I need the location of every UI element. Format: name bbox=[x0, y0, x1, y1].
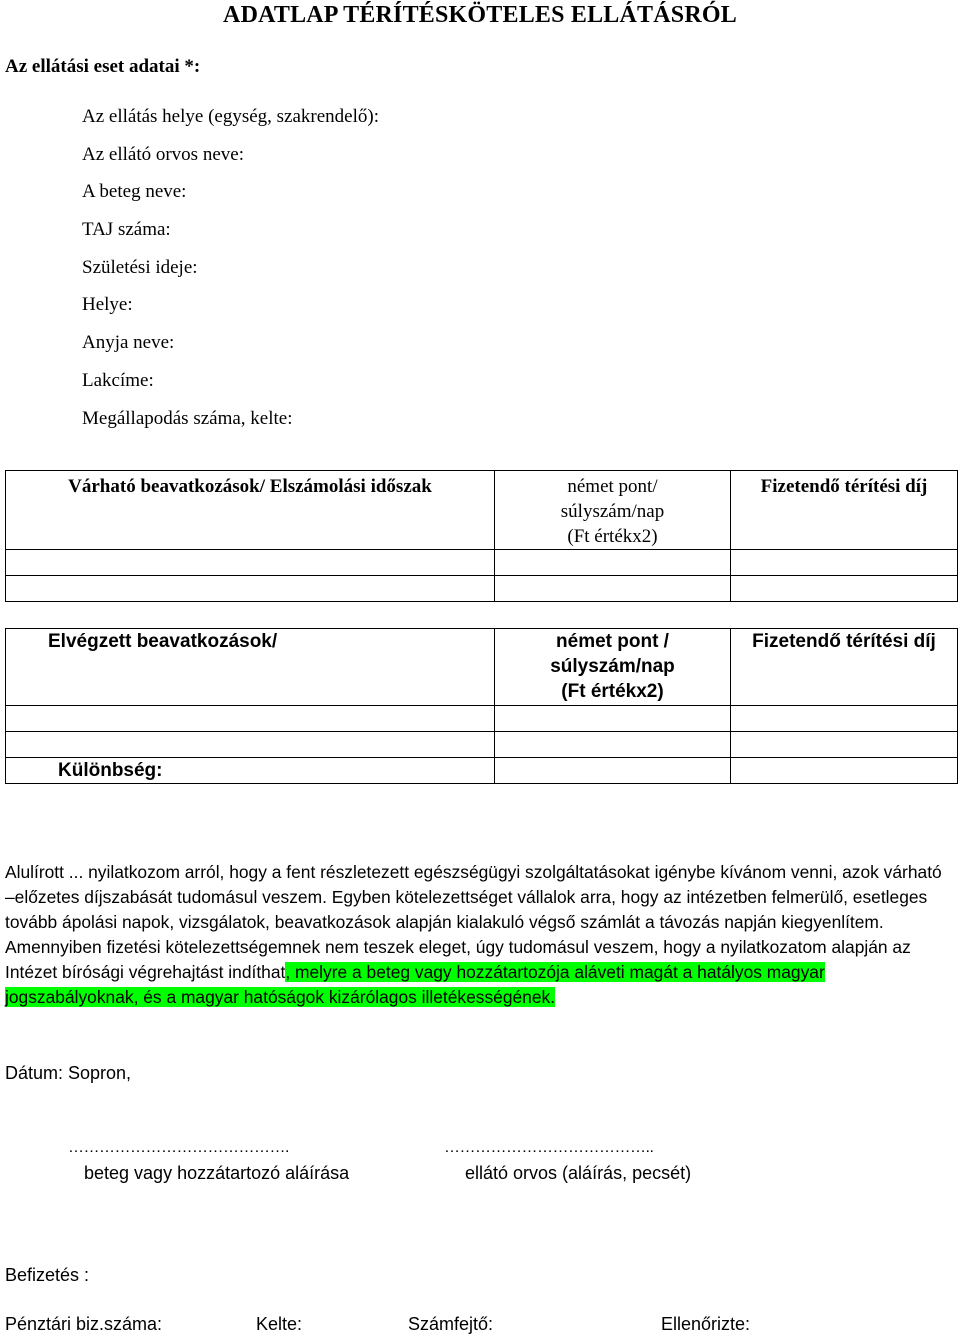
expected-procedures-table bbox=[5, 470, 958, 602]
table-cell[interactable] bbox=[731, 758, 958, 784]
german-point-header: német pont/ súlyszám/nap (Ft értékx2) bbox=[495, 471, 731, 550]
page-title: ADATLAP TÉRÍTÉSKÖTELES ELLÁTÁSRÓL bbox=[223, 2, 737, 28]
expected-procedures-header: Várható beavatkozások/ Elszámolási időszak bbox=[6, 471, 495, 550]
statement-text: Alulírott ... nyilatkozom arról, hogy a fent részletezett egészségügyi szolgáltatásokat igénybe kívánom venni, azok várható –előzetes díjszabását tudomásul veszem. Egyben kötelezettséget vállalok arra, hogy az intézetben felmerülő, esetleges tovább ápolási napok, vizsgálatok, beavatkozások alapján kialakuló végső számlát a távozás napján kiegyenlítem. Amennyiben fizetési kötelezettségemnek nem teszek eleget, úgy tudomásul veszem, hogy a nyilatkozatom alapján az Intézet bírósági végrehajtást indíthat bbox=[5, 862, 942, 982]
table-cell[interactable] bbox=[495, 576, 731, 602]
accountant-label: Számfejtő: bbox=[408, 1314, 494, 1334]
table-cell[interactable] bbox=[495, 732, 731, 758]
patient-signature-label: beteg vagy hozzátartozó aláírása bbox=[84, 1163, 350, 1183]
table-cell[interactable] bbox=[6, 706, 495, 732]
table-cell[interactable] bbox=[6, 550, 495, 576]
statement-paragraph bbox=[5, 860, 950, 1010]
statement-highlighted-text: , melyre a beteg vagy hozzátartozója aláveti magát a hatályos magyar jogszabályoknak, és a magyar hatóságok kizárólagos illetékességének. bbox=[5, 962, 825, 1007]
receipt-number-label: Pénztári biz.száma: bbox=[5, 1314, 163, 1334]
field-care-location: Az ellátás helye (egység, szakrendelő): bbox=[82, 106, 380, 127]
field-mother-name: Anyja neve: bbox=[82, 332, 175, 353]
doctor-signature-line: ………………………………….. bbox=[444, 1139, 654, 1156]
table-cell[interactable] bbox=[731, 732, 958, 758]
table-cell[interactable] bbox=[731, 576, 958, 602]
difference-label: Különbség: bbox=[6, 758, 495, 784]
performed-procedures-table bbox=[5, 628, 958, 784]
field-birth-place: Helye: bbox=[82, 294, 133, 315]
field-taj-number: TAJ száma: bbox=[82, 219, 171, 240]
table-cell[interactable] bbox=[495, 758, 731, 784]
field-birth-date: Születési ideje: bbox=[82, 257, 198, 278]
section-label: Az ellátási eset adatai *: bbox=[5, 56, 201, 77]
table-cell[interactable] bbox=[495, 550, 731, 576]
field-address: Lakcíme: bbox=[82, 370, 154, 391]
footer-date-label: Kelte: bbox=[256, 1314, 303, 1334]
table-cell[interactable] bbox=[6, 732, 495, 758]
doctor-signature-label: ellátó orvos (aláírás, pecsét) bbox=[465, 1163, 692, 1183]
german-point-header-2: német pont / súlyszám/nap (Ft értékx2) bbox=[495, 629, 731, 706]
payment-label: Befizetés : bbox=[5, 1265, 90, 1285]
checked-by-label: Ellenőrizte: bbox=[661, 1314, 751, 1334]
patient-signature-line: ……………………………………. bbox=[68, 1139, 289, 1156]
field-doctor-name: Az ellátó orvos neve: bbox=[82, 144, 244, 165]
table-cell[interactable] bbox=[495, 706, 731, 732]
performed-procedures-header: Elvégzett beavatkozások/ bbox=[6, 629, 495, 706]
date-label: Dátum: Sopron, bbox=[5, 1063, 132, 1083]
field-agreement: Megállapodás száma, kelte: bbox=[82, 408, 293, 429]
table-cell[interactable] bbox=[731, 550, 958, 576]
table-cell[interactable] bbox=[6, 576, 495, 602]
table-cell[interactable] bbox=[731, 706, 958, 732]
field-patient-name: A beteg neve: bbox=[82, 181, 187, 202]
fee-header-2: Fizetendő térítési díj bbox=[731, 629, 958, 706]
fee-header: Fizetendő térítési díj bbox=[731, 471, 958, 550]
